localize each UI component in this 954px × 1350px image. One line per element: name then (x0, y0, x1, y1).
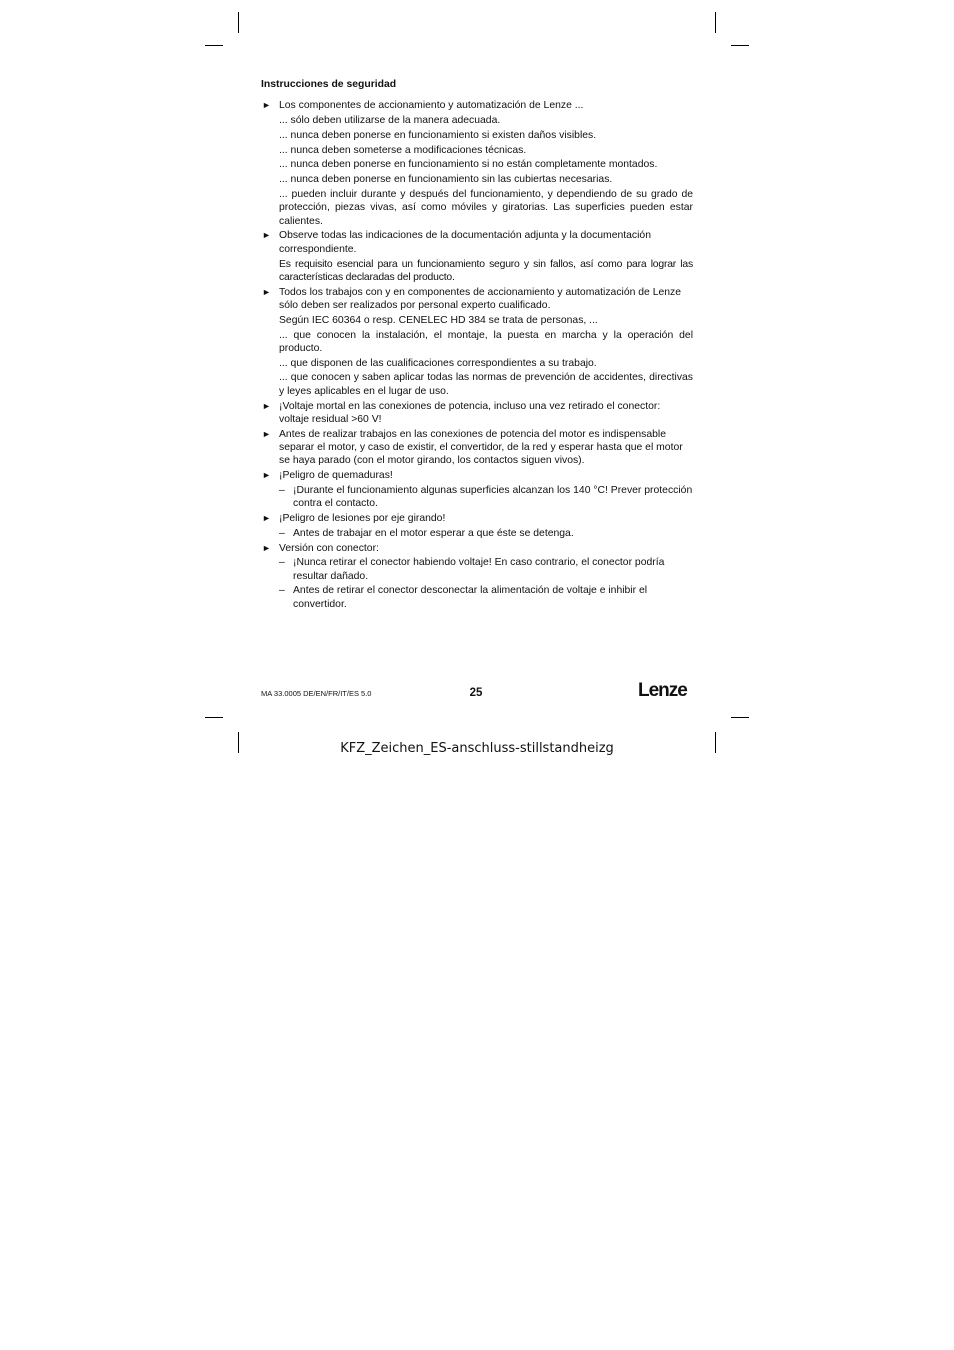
bullet-item (261, 512, 693, 540)
document-id: MA 33.0005 DE/EN/FR/IT/ES 5.0 (261, 689, 372, 698)
crop-mark (205, 717, 223, 718)
bullet-text: Según IEC 60364 o resp. CENELEC HD 384 se trata de personas, ... (279, 314, 598, 326)
bullet-item (261, 469, 693, 510)
bullet-text: ... sólo deben utilizarse de la manera adecuada. (279, 115, 501, 127)
crop-mark (731, 717, 749, 718)
bullet-arrow-icon: ► (262, 400, 271, 411)
dash-text: Antes de retirar el conector desconectar la alimentación de voltaje e inhibir el convertidor. (293, 585, 648, 610)
dash-item (279, 484, 693, 511)
bullet-arrow-icon: ► (262, 230, 271, 241)
bullet-arrow-icon: ► (262, 428, 271, 439)
bullet-item (261, 542, 693, 611)
bullet-text: ... pueden incluir durante y después del funcionamiento, y dependiendo de su grado de protección, piezas vivas, así como móviles y giratorias. Las superficies pueden estar calientes. (279, 189, 693, 227)
bullet-title: ¡Peligro de lesiones por eje girando! (279, 512, 446, 524)
bullet-item (261, 99, 693, 228)
dash-item (279, 584, 693, 611)
dash-symbol: – (279, 585, 285, 597)
bullet-arrow-icon: ► (262, 512, 271, 523)
lenze-logo: Lenze (638, 680, 687, 701)
section-heading: Instrucciones de seguridad (261, 79, 397, 90)
dash-item (279, 527, 693, 540)
bullet-title: ¡Peligro de quemaduras! (279, 470, 393, 482)
crop-mark (731, 45, 749, 46)
bullet-item (261, 229, 693, 284)
bullet-text: Antes de realizar trabajos en las conexiones de potencia del motor es indispensable separar el motor, y caso de existir, el convertidor, de la red y esperar hasta que el motor se haya parado (con el motor girando, los contactos siguen vivos). (279, 428, 683, 467)
file-caption: KFZ_Zeichen_ES-anschluss-stillstandheizg (340, 741, 614, 756)
crop-mark (205, 45, 223, 46)
crop-mark (715, 12, 716, 33)
dash-symbol: – (279, 484, 285, 496)
bullet-text: ... que disponen de las cualificaciones correspondientes a su trabajo. (279, 357, 597, 369)
bullet-item (261, 400, 693, 427)
bullet-arrow-icon: ► (262, 100, 271, 111)
bullet-text: Todos los trabajos con y en componentes de accionamiento y automatización de Lenze sólo deben ser realizados por personal experto cualificado. (279, 286, 682, 311)
bullet-text: ... nunca deben ponerse en funcionamiento si no están completamente montados. (279, 159, 658, 171)
bullet-text: Es requisito esencial para un funcionamiento seguro y sin fallos, así como para lograr las características declaradas del producto. (279, 258, 693, 283)
bullet-text: ¡Voltaje mortal en las conexiones de potencia, incluso una vez retirado el conector: voltaje residual >60 V! (279, 400, 661, 425)
dash-symbol: – (279, 557, 285, 569)
dash-item (279, 556, 693, 583)
bullet-text: Observe todas las indicaciones de la documentación adjunta y la documentación correspondiente. (279, 230, 651, 255)
dash-symbol: – (279, 527, 285, 539)
bullet-item (261, 286, 693, 398)
crop-mark (238, 12, 239, 33)
dash-text: Antes de trabajar en el motor esperar a que éste se detenga. (293, 527, 574, 539)
bullet-text: ... nunca deben ponerse en funcionamiento sin las cubiertas necesarias. (279, 174, 613, 186)
page-number: 25 (469, 687, 483, 699)
bullet-text: ... nunca deben someterse a modificaciones técnicas. (279, 144, 527, 156)
dash-text: ¡Nunca retirar el conector habiendo voltaje! En caso contrario, el conector podría resultar dañado. (293, 557, 665, 582)
bullet-arrow-icon: ► (262, 542, 271, 553)
bullet-text: ... nunca deben ponerse en funcionamiento si existen daños visibles. (279, 129, 597, 141)
bullet-item (261, 428, 693, 468)
dash-text: ¡Durante el funcionamiento algunas superficies alcanzan los 140 °C! Prever protección contra el contacto. (293, 484, 693, 510)
safety-instructions-content (261, 78, 693, 612)
bullet-title: Versión con conector: (279, 542, 379, 554)
bullet-text: Los componentes de accionamiento y automatización de Lenze ... (279, 100, 584, 112)
bullet-arrow-icon: ► (262, 470, 271, 481)
bullet-text: ... que conocen y saben aplicar todas las normas de prevención de accidentes, directivas y leyes aplicables en el lugar de uso. (279, 372, 693, 397)
bullet-text: ... que conocen la instalación, el montaje, la puesta en marcha y la operación del producto. (279, 329, 693, 354)
bullet-arrow-icon: ► (262, 286, 271, 297)
